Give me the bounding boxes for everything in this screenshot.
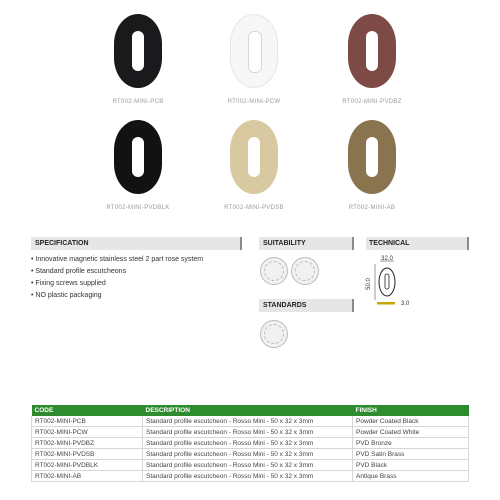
keyhole-slot [248,137,260,177]
finish-cell: Powder Coated White [353,427,469,438]
description-cell: Standard profile escutcheon - Rosso Mini - 50 x 32 x 3mm [143,438,353,449]
column-header: DESCRIPTION [143,405,353,416]
code-cell: RT002-MINI-PCW [32,427,143,438]
product-card [312,14,432,105]
finish-cell: PVD Bronze [353,438,469,449]
column-header: FINISH [353,405,469,416]
specification-list [31,254,203,302]
product-card [194,14,314,105]
profile-side-view [377,302,395,305]
suitability-badge-icon [291,257,319,285]
table-row [32,427,469,438]
list-item: • Innovative magnetic stainless steel 2 part rose system [31,254,203,266]
product-code: RT002-MINI-AB [348,205,396,211]
code-cell: RT002-MINI-AB [32,471,143,482]
description-cell: Standard profile escutcheon - Rosso Mini - 50 x 32 x 3mm [143,427,353,438]
technical-heading: TECHNICAL [366,237,469,250]
escutcheon-swatch [230,14,278,88]
description-cell: Standard profile escutcheon - Rosso Mini - 50 x 32 x 3mm [143,471,353,482]
product-code: RT002-MINI-PVDBLK [106,205,170,211]
escutcheon-swatch [348,120,396,194]
keyhole-slot [366,137,378,177]
keyhole-slot [132,31,144,71]
product-code: RT002-MINI-PCW [227,99,281,105]
technical-drawing [362,252,422,312]
product-card [194,120,314,211]
finish-cell: PVD Black [353,460,469,471]
product-code: RT002-MINI-PVDBZ [342,99,402,105]
table-row [32,449,469,460]
product-code: RT002-MINI-PVDSB [224,205,284,211]
code-cell: RT002-MINI-PVDBLK [32,460,143,471]
table-row [32,471,469,482]
escutcheon-swatch [114,120,162,194]
suitability-badge-icon [260,257,288,285]
table-row [32,438,469,449]
list-item: • NO plastic packaging [31,290,203,302]
keyhole-slot [248,31,262,73]
column-header: CODE [32,405,143,416]
escutcheon-swatch [230,120,278,194]
keyhole-slot [366,31,378,71]
finish-cell: Powder Coated Black [353,416,469,427]
product-card [312,120,432,211]
code-cell: RT002-MINI-PCB [32,416,143,427]
escutcheon-outline [379,268,395,296]
specification-heading: SPECIFICATION [31,237,242,250]
standards-heading: STANDARDS [259,299,354,312]
table-header-row [32,405,469,416]
list-item: • Fixing screws supplied [31,278,203,290]
code-cell: RT002-MINI-PVDBZ [32,438,143,449]
depth-dimension: 3.0 [401,301,410,307]
escutcheon-swatch [348,14,396,88]
keyhole-outline [385,274,389,289]
product-card [78,14,198,105]
table-row [32,416,469,427]
table-row [32,460,469,471]
width-dimension: 32.0 [381,256,393,262]
product-code: RT002-MINI-PCB [112,99,164,105]
escutcheon-swatch [114,14,162,88]
list-item: • Standard profile escutcheons [31,266,203,278]
finish-cell: Antique Brass [353,471,469,482]
suitability-heading: SUITABILITY [259,237,354,250]
description-cell: Standard profile escutcheon - Rosso Mini - 50 x 32 x 3mm [143,460,353,471]
standards-badge-icon [260,320,288,348]
finish-cell: PVD Satin Brass [353,449,469,460]
product-table [31,405,469,482]
keyhole-slot [132,137,144,177]
product-card [78,120,198,211]
height-dimension: 50.0 [366,278,372,290]
code-cell: RT002-MINI-PVDSB [32,449,143,460]
description-cell: Standard profile escutcheon - Rosso Mini - 50 x 32 x 3mm [143,416,353,427]
description-cell: Standard profile escutcheon - Rosso Mini - 50 x 32 x 3mm [143,449,353,460]
